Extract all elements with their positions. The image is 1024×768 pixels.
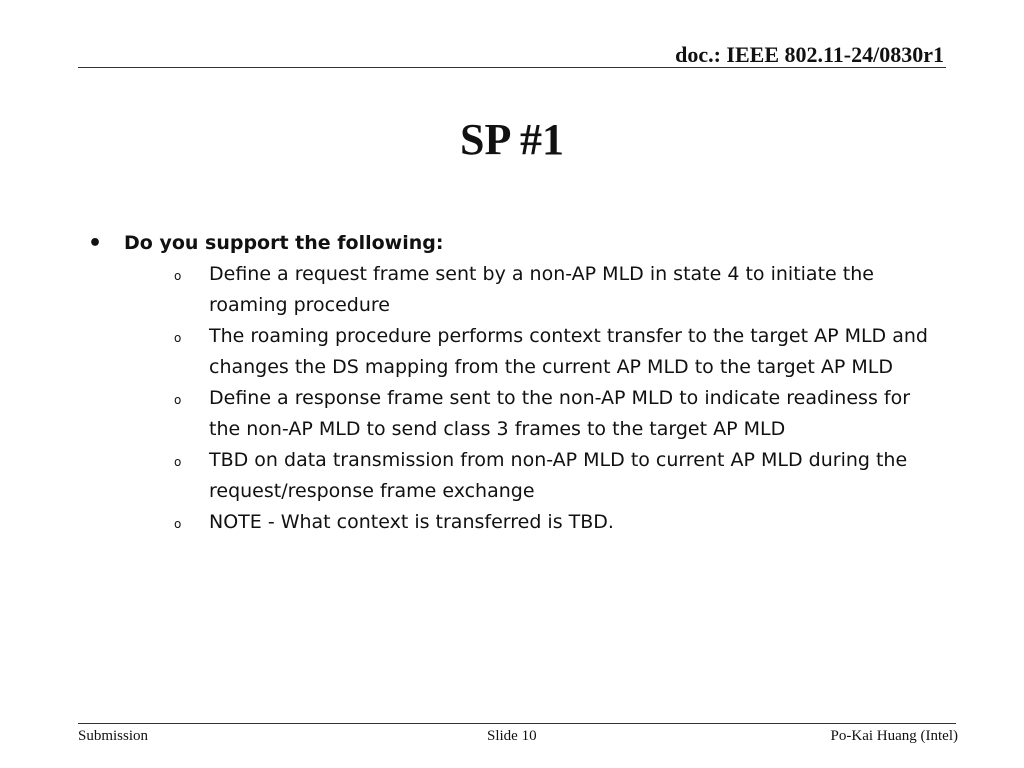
- slide-title: SP #1: [460, 115, 564, 164]
- sub-bullet-text: NOTE - What context is transferred is TBD.: [209, 511, 614, 533]
- circle-bullet-icon: o: [174, 455, 182, 469]
- sub-bullet-item: [174, 445, 958, 507]
- circle-bullet-icon: o: [174, 393, 182, 407]
- sub-bullet-item: [174, 383, 958, 445]
- document-id: doc.: IEEE 802.11-24/0830r1: [675, 42, 944, 67]
- circle-bullet-icon: o: [174, 269, 182, 283]
- footer-slide-number: Slide 10: [487, 728, 537, 744]
- sub-bullet-text: Define a response frame sent to the non-AP MLD to indicate readiness for the non-AP MLD to send class 3 frames to the target AP MLD: [209, 387, 911, 440]
- bullet-item: [88, 228, 958, 259]
- sub-bullet-text: TBD on data transmission from non-AP MLD to current AP MLD during the request/response frame exchange: [209, 449, 908, 502]
- sub-bullet-item: [174, 321, 958, 383]
- footer-submission: Submission: [78, 728, 149, 744]
- sub-bullet-list: [88, 259, 958, 540]
- footer-author: Po-Kai Huang (Intel): [830, 728, 958, 744]
- slide-body: [88, 228, 958, 540]
- sub-bullet-text: Define a request frame sent by a non-AP MLD in state 4 to initiate the roaming procedure: [209, 263, 874, 316]
- sub-bullet-item: [174, 259, 958, 321]
- header-divider: [78, 67, 946, 68]
- bullet-question: Do you support the following:: [124, 232, 444, 254]
- footer-divider: [78, 723, 956, 724]
- sub-bullet-text: The roaming procedure performs context transfer to the target AP MLD and changes the DS mapping from the current AP MLD to the target AP MLD: [209, 325, 928, 378]
- circle-bullet-icon: o: [174, 331, 182, 345]
- circle-bullet-icon: o: [174, 517, 182, 531]
- bullet-dot-icon: •: [88, 231, 103, 256]
- sub-bullet-item: [174, 507, 958, 540]
